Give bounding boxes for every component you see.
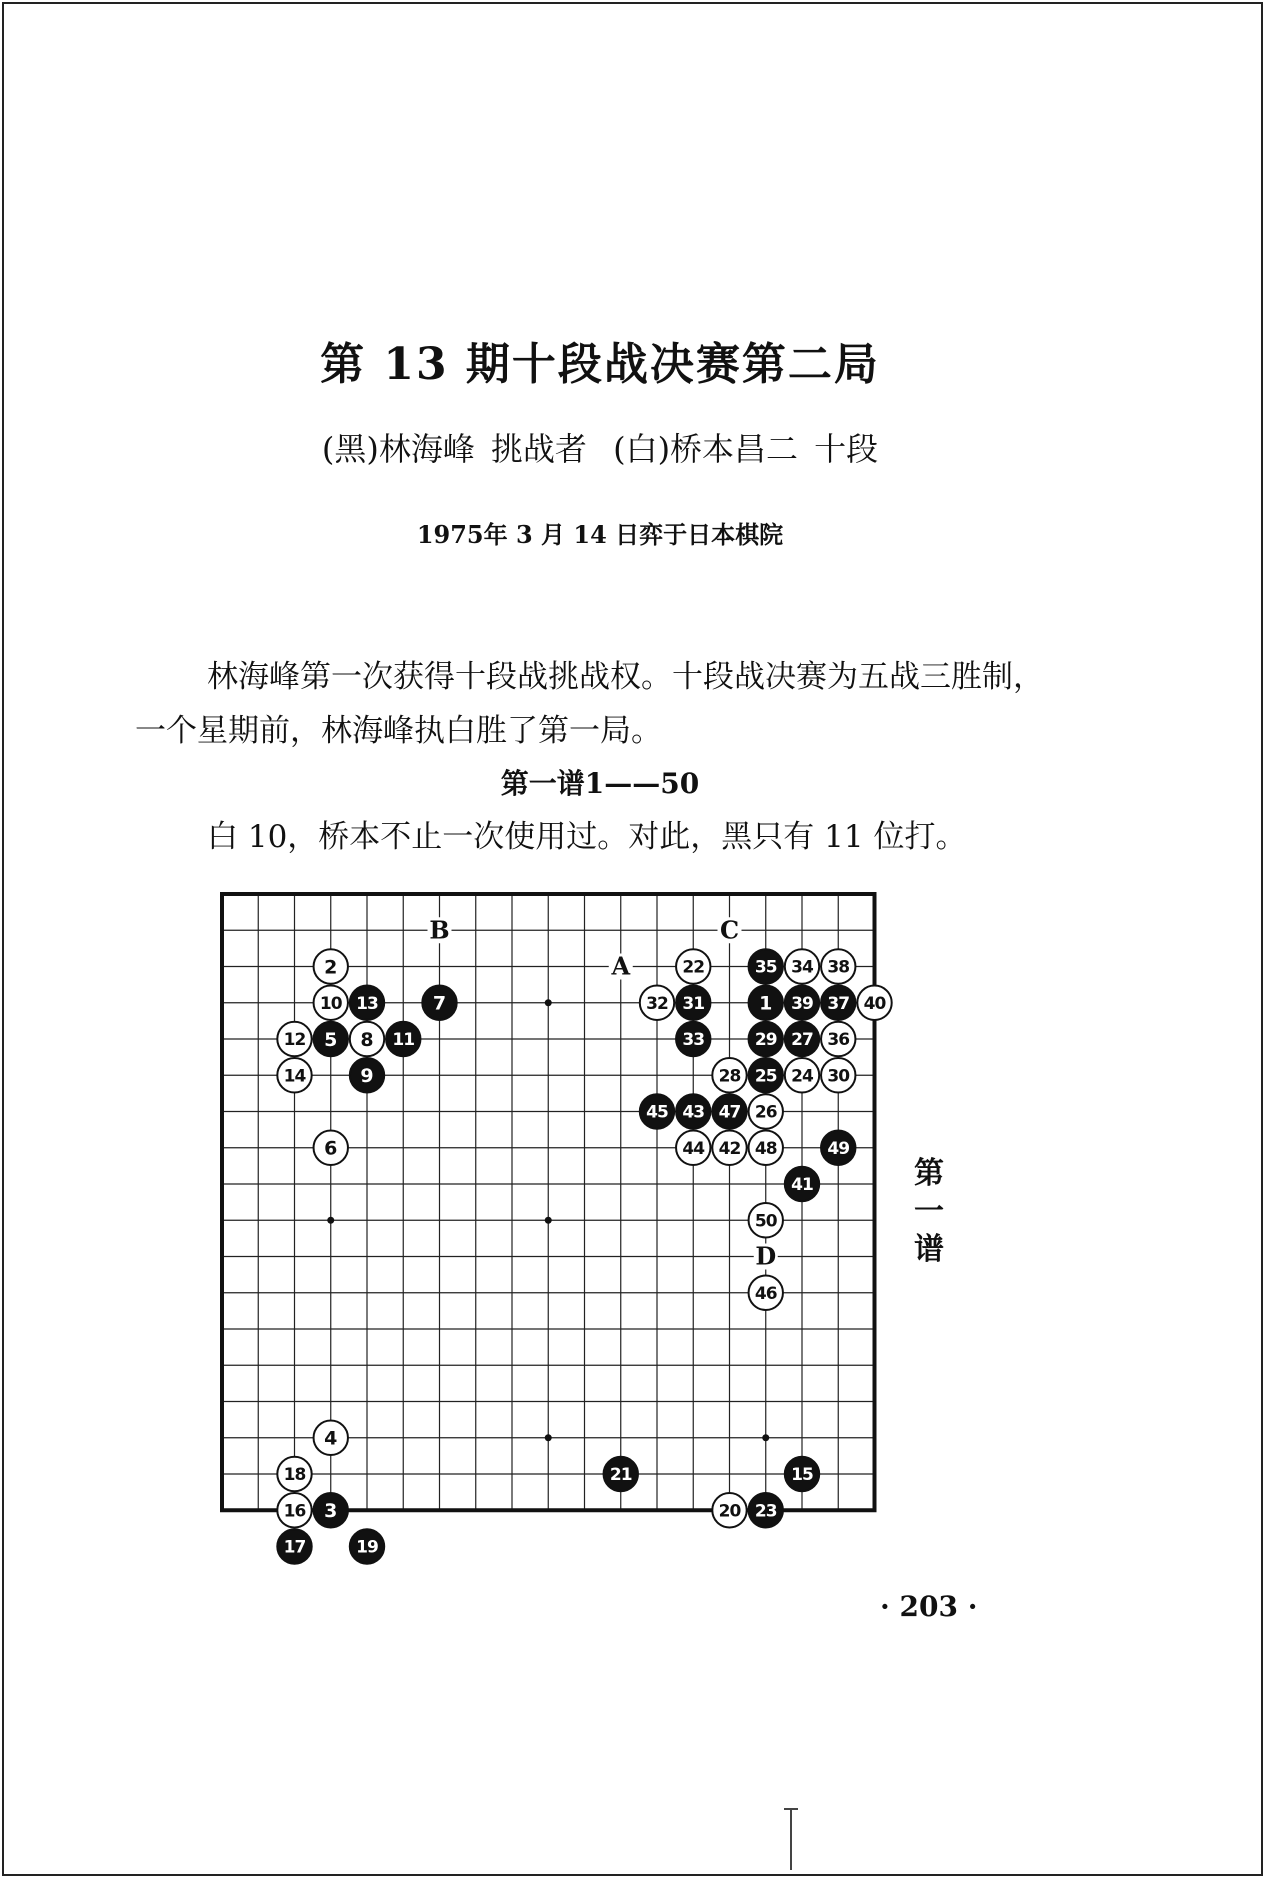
stone-number: 18 bbox=[283, 1465, 306, 1486]
white-player-role: 十段 bbox=[814, 430, 879, 468]
stone-number: 30 bbox=[827, 1066, 850, 1087]
letter-mark-A: A bbox=[611, 951, 631, 981]
stone-number: 45 bbox=[646, 1102, 668, 1123]
stone-number: 40 bbox=[863, 993, 886, 1014]
stone-number: 49 bbox=[827, 1138, 850, 1159]
star-point bbox=[545, 999, 552, 1006]
stone-number: 46 bbox=[754, 1283, 777, 1304]
stone-number: 41 bbox=[791, 1175, 813, 1196]
stone-number: 35 bbox=[754, 957, 777, 978]
stone-number: 12 bbox=[283, 1030, 306, 1051]
stone-number: 3 bbox=[324, 1500, 338, 1523]
stone-number: 8 bbox=[360, 1028, 374, 1051]
star-point bbox=[327, 1217, 334, 1224]
stone-number: 10 bbox=[319, 993, 342, 1014]
stone-number: 21 bbox=[609, 1465, 632, 1486]
stone-number: 1 bbox=[759, 992, 773, 1015]
stone-number: 39 bbox=[791, 993, 813, 1014]
players-line bbox=[0, 424, 1200, 470]
stone-number: 23 bbox=[754, 1501, 777, 1522]
stone-number: 25 bbox=[754, 1066, 777, 1087]
stone-number: 43 bbox=[682, 1102, 705, 1123]
bottom-mark bbox=[790, 1808, 792, 1870]
comment-paragraph: 白 10，桥本不止一次使用过。对此，黑只有 11 位打。 bbox=[207, 819, 967, 855]
stone-number: 50 bbox=[754, 1211, 777, 1232]
section-heading: 第一谱1——50 bbox=[500, 767, 700, 800]
stone-number: 48 bbox=[754, 1138, 777, 1159]
letter-mark-B: B bbox=[429, 915, 450, 945]
stone-number: 32 bbox=[646, 993, 668, 1014]
stone-number: 13 bbox=[356, 993, 378, 1014]
stone-number: 7 bbox=[432, 992, 447, 1015]
stone-number: 26 bbox=[754, 1102, 777, 1123]
intro-paragraph: 林海峰第一次获得十段战挑战权。十段战决赛为五战三胜制，一个星期前，林海峰执白胜了第一局。 bbox=[135, 659, 1044, 749]
stone-number: 36 bbox=[827, 1030, 850, 1051]
star-point bbox=[762, 1434, 769, 1441]
stone-number: 44 bbox=[682, 1138, 705, 1159]
stone-number: 11 bbox=[392, 1030, 415, 1051]
stone-number: 16 bbox=[283, 1501, 306, 1522]
stone-number: 28 bbox=[718, 1066, 741, 1087]
letter-mark-D: D bbox=[755, 1241, 777, 1271]
stone-number: 17 bbox=[283, 1537, 306, 1558]
date-line: 1975年 3 月 14 日弈于日本棋院 bbox=[416, 520, 784, 549]
page-title: 第 13 期十段战决赛第二局 bbox=[320, 339, 880, 390]
stone-number: 33 bbox=[682, 1030, 705, 1051]
stone-number: 14 bbox=[283, 1066, 306, 1087]
stone-number: 6 bbox=[324, 1137, 338, 1160]
letter-mark-C: C bbox=[719, 915, 740, 945]
page-number: · 203 · bbox=[880, 1590, 978, 1623]
stone-number: 2 bbox=[324, 956, 338, 979]
stone-number: 19 bbox=[356, 1537, 378, 1558]
stone-number: 24 bbox=[791, 1066, 813, 1087]
black-player: (黑)林海峰 bbox=[321, 430, 475, 468]
stone-number: 31 bbox=[682, 993, 705, 1014]
stone-number: 38 bbox=[827, 957, 850, 978]
white-player: (白)桥本昌二 bbox=[613, 430, 799, 468]
stone-number: 27 bbox=[791, 1030, 813, 1051]
star-point bbox=[545, 1217, 552, 1224]
stone-number: 34 bbox=[791, 957, 813, 978]
stone-number: 37 bbox=[827, 993, 850, 1014]
black-player-role: 挑战者 bbox=[490, 430, 587, 468]
stone-number: 9 bbox=[360, 1065, 374, 1088]
diagram-label: 第一谱 bbox=[914, 1156, 944, 1267]
stone-number: 42 bbox=[718, 1138, 741, 1159]
stone-number: 29 bbox=[754, 1030, 777, 1051]
stone-number: 47 bbox=[718, 1102, 741, 1123]
stone-number: 5 bbox=[324, 1028, 338, 1051]
stone-number: 4 bbox=[324, 1427, 338, 1450]
go-board-diagram bbox=[218, 890, 886, 1558]
stone-number: 15 bbox=[791, 1465, 813, 1486]
stone-number: 22 bbox=[682, 957, 705, 978]
stone-number: 20 bbox=[718, 1501, 741, 1522]
star-point bbox=[545, 1434, 552, 1441]
